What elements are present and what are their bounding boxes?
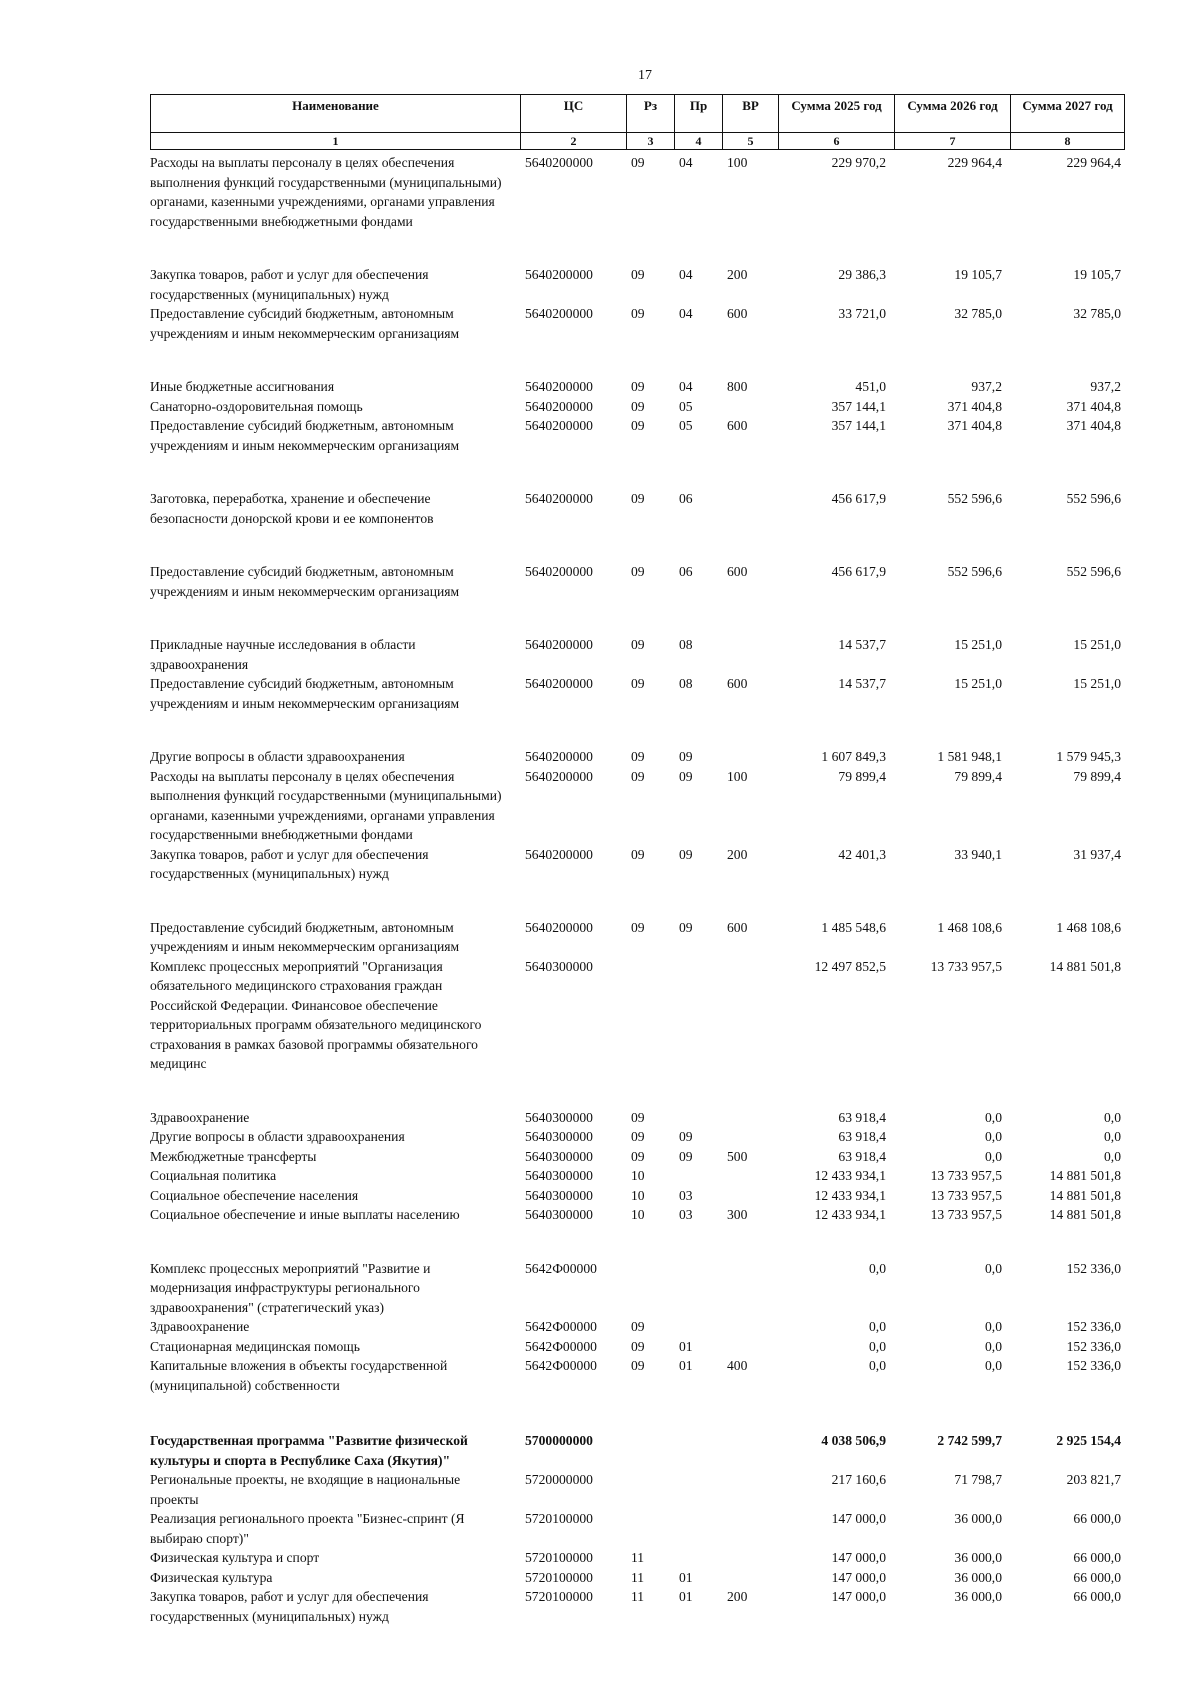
row-cs: 5640300000 [525, 1148, 593, 1164]
row-cs: 5640200000 [525, 491, 593, 506]
row-s2025: 357 144,1 [831, 418, 886, 433]
row-s2027: 14 881 501,8 [1049, 1168, 1121, 1183]
row-pr: 09 [679, 749, 693, 764]
row-name: Иные бюджетные ассигнования [150, 379, 335, 394]
row-s2025: 456 617,9 [831, 564, 886, 579]
table-row [150, 1548, 1124, 1568]
row-name: Закупка товаров, работ и услуг для обеспечения государственных (муниципальных) нужд [150, 846, 432, 881]
table-row [150, 1509, 1124, 1548]
table-row [150, 1108, 1124, 1128]
row-pr: 09 [679, 1148, 693, 1164]
row-s2025: 29 386,3 [838, 267, 886, 282]
row-s2027: 15 251,0 [1073, 637, 1121, 652]
row-s2027: 1 579 945,3 [1056, 749, 1121, 764]
row-cs: 5640200000 [525, 306, 593, 321]
row-s2025: 0,0 [869, 1319, 886, 1334]
row-s2025: 12 433 934,1 [814, 1207, 886, 1222]
row-cs: 5640300000 [525, 1187, 593, 1203]
row-name: Прикладные научные исследования в области здравоохранения [150, 637, 419, 672]
row-rz: 09 [631, 846, 645, 862]
row-cs: 5640200000 [525, 564, 593, 579]
row-vr: 500 [727, 1148, 748, 1164]
row-rz: 09 [631, 1148, 645, 1164]
row-s2027: 937,2 [1090, 379, 1121, 394]
row-rz: 09 [631, 1109, 645, 1125]
header-num-8: 8 [1011, 133, 1125, 150]
header-pr: Пр [675, 95, 723, 133]
row-pr: 06 [679, 564, 693, 579]
row-s2027: 79 899,4 [1073, 768, 1121, 784]
row-cs: 5720100000 [525, 1511, 593, 1526]
row-s2026: 13 733 957,5 [930, 1187, 1002, 1203]
row-cs: 5720000000 [525, 1472, 593, 1487]
row-name: Социальное обеспечение населения [150, 1187, 359, 1203]
row-cs: 5640300000 [525, 1207, 593, 1222]
row-vr: 100 [727, 768, 748, 784]
row-rz: 09 [631, 1319, 645, 1334]
row-s2027: 15 251,0 [1073, 676, 1121, 691]
table-row [150, 1431, 1124, 1470]
row-vr: 600 [727, 919, 748, 935]
header-num-4: 4 [675, 133, 723, 150]
row-s2027: 66 000,0 [1073, 1589, 1121, 1604]
row-rz: 09 [631, 768, 645, 784]
row-s2025: 12 433 934,1 [814, 1187, 886, 1203]
row-s2026: 0,0 [985, 1129, 1002, 1144]
row-s2025: 147 000,0 [831, 1589, 886, 1604]
row-s2025: 63 918,4 [838, 1109, 886, 1125]
row-rz: 09 [631, 379, 645, 394]
row-s2027: 371 404,8 [1066, 398, 1121, 414]
row-name: Комплекс процессных мероприятий "Развитие и модернизация инфраструктуры регионального здравоохранения" (стратегический указ) [150, 1260, 434, 1315]
row-pr: 05 [679, 398, 693, 414]
row-s2025: 357 144,1 [831, 398, 886, 414]
row-cs: 5640300000 [525, 958, 593, 974]
table-row [150, 1470, 1124, 1509]
row-s2026: 13 733 957,5 [930, 1207, 1002, 1222]
row-rz: 11 [631, 1550, 645, 1565]
row-name: Стационарная медицинская помощь [150, 1338, 360, 1354]
row-s2026: 371 404,8 [947, 398, 1002, 414]
row-s2025: 14 537,7 [838, 676, 886, 691]
row-s2025: 456 617,9 [831, 491, 886, 506]
header-sum-2026: Сумма 2026 год [895, 95, 1011, 133]
row-pr: 03 [679, 1207, 693, 1222]
row-s2025: 14 537,7 [838, 637, 886, 652]
row-s2025: 42 401,3 [838, 846, 886, 862]
row-s2025: 4 038 506,9 [821, 1433, 886, 1448]
row-s2025: 229 970,2 [831, 155, 886, 170]
row-vr: 600 [727, 306, 748, 321]
row-s2027: 152 336,0 [1066, 1358, 1121, 1373]
row-name: Физическая культура и спорт [150, 1550, 320, 1565]
row-name: Другие вопросы в области здравоохранения [150, 1129, 405, 1144]
row-s2026: 19 105,7 [954, 267, 1002, 282]
table-row [150, 304, 1124, 343]
row-cs: 5640200000 [525, 846, 593, 862]
row-s2025: 147 000,0 [831, 1550, 886, 1565]
row-name: Заготовка, переработка, хранение и обеспечение безопасности донорской крови и ее компонентов [150, 491, 434, 526]
row-s2026: 1 581 948,1 [937, 749, 1002, 764]
row-name: Физическая культура [150, 1569, 273, 1585]
row-s2026: 552 596,6 [947, 564, 1002, 579]
row-name: Санаторно-оздоровительная помощь [150, 398, 363, 414]
row-s2027: 14 881 501,8 [1049, 1187, 1121, 1203]
row-rz: 11 [631, 1569, 645, 1585]
row-s2026: 0,0 [985, 1338, 1002, 1354]
row-rz: 09 [631, 1338, 645, 1354]
row-s2027: 66 000,0 [1073, 1569, 1121, 1585]
row-cs: 5640300000 [525, 1129, 593, 1144]
row-s2025: 12 433 934,1 [814, 1168, 886, 1183]
row-rz: 11 [631, 1589, 645, 1604]
row-name: Социальное обеспечение и иные выплаты населению [150, 1207, 460, 1222]
row-cs: 5640200000 [525, 155, 593, 170]
row-s2026: 33 940,1 [954, 846, 1002, 862]
row-s2025: 33 721,0 [838, 306, 886, 321]
row-s2027: 19 105,7 [1073, 267, 1121, 282]
row-pr: 09 [679, 846, 693, 862]
row-s2026: 71 798,7 [954, 1472, 1002, 1487]
table-row [150, 1259, 1124, 1318]
row-pr: 09 [679, 919, 693, 935]
row-pr: 01 [679, 1569, 693, 1585]
page-number: 17 [638, 68, 652, 83]
header-num-6: 6 [779, 133, 895, 150]
row-pr: 04 [679, 267, 693, 282]
table-row [150, 1127, 1124, 1147]
row-cs: 5642Ф00000 [525, 1260, 597, 1276]
row-rz: 09 [631, 1358, 645, 1373]
row-rz: 09 [631, 398, 645, 414]
row-s2027: 0,0 [1104, 1109, 1121, 1125]
row-vr: 800 [727, 379, 748, 394]
row-pr: 05 [679, 418, 693, 433]
table-row [150, 1356, 1124, 1395]
row-name: Региональные проекты, не входящие в национальные проекты [150, 1472, 464, 1507]
row-s2026: 0,0 [985, 1148, 1002, 1164]
table-row [150, 489, 1124, 528]
table-row [150, 674, 1124, 713]
row-vr: 200 [727, 1589, 748, 1604]
row-cs: 5700000000 [525, 1433, 593, 1448]
row-s2026: 15 251,0 [954, 676, 1002, 691]
row-s2027: 31 937,4 [1073, 846, 1121, 862]
row-pr: 06 [679, 491, 693, 506]
table-row [150, 1568, 1124, 1588]
row-cs: 5640300000 [525, 1168, 593, 1183]
row-s2026: 0,0 [985, 1358, 1002, 1373]
table-row [150, 1147, 1124, 1167]
row-pr: 04 [679, 306, 693, 321]
header-name: Наименование [151, 95, 521, 133]
row-pr: 04 [679, 155, 693, 170]
row-vr: 600 [727, 564, 748, 579]
row-s2027: 1 468 108,6 [1056, 919, 1121, 935]
row-s2026: 15 251,0 [954, 637, 1002, 652]
row-name: Закупка товаров, работ и услуг для обеспечения государственных (муниципальных) нужд [150, 267, 432, 302]
table-row [150, 1587, 1124, 1626]
row-pr: 01 [679, 1338, 693, 1354]
row-s2025: 147 000,0 [831, 1511, 886, 1526]
row-name: Закупка товаров, работ и услуг для обеспечения государственных (муниципальных) нужд [150, 1589, 432, 1624]
row-pr: 08 [679, 676, 693, 691]
table-row [150, 1186, 1124, 1206]
row-s2026: 0,0 [985, 1260, 1002, 1276]
row-pr: 01 [679, 1589, 693, 1604]
row-s2027: 14 881 501,8 [1049, 958, 1121, 974]
row-s2025: 63 918,4 [838, 1148, 886, 1164]
row-pr: 03 [679, 1187, 693, 1203]
table-row [150, 635, 1124, 674]
row-s2027: 66 000,0 [1073, 1511, 1121, 1526]
header-sum-2025: Сумма 2025 год [779, 95, 895, 133]
row-s2026: 2 742 599,7 [937, 1433, 1002, 1448]
row-cs: 5640200000 [525, 768, 593, 784]
row-s2026: 36 000,0 [954, 1511, 1002, 1526]
row-rz: 09 [631, 564, 645, 579]
header-num-7: 7 [895, 133, 1011, 150]
table-row [150, 153, 1124, 231]
row-s2027: 14 881 501,8 [1049, 1207, 1121, 1222]
row-s2026: 371 404,8 [947, 418, 1002, 433]
row-name: Реализация регионального проекта "Бизнес-спринт (Я выбираю спорт)" [150, 1511, 469, 1546]
row-s2027: 0,0 [1104, 1148, 1121, 1164]
row-s2027: 203 821,7 [1066, 1472, 1121, 1487]
row-rz: 09 [631, 637, 645, 652]
header-cs: ЦС [521, 95, 627, 133]
row-cs: 5720100000 [525, 1589, 593, 1604]
row-name: Предоставление субсидий бюджетным, автономным учреждениям и иным некоммерческим организациям [150, 306, 460, 341]
row-vr: 400 [727, 1358, 748, 1373]
row-pr: 09 [679, 768, 693, 784]
table-row [150, 377, 1124, 397]
row-rz: 09 [631, 749, 645, 764]
row-pr: 04 [679, 379, 693, 394]
row-cs: 5642Ф00000 [525, 1319, 597, 1334]
row-s2025: 147 000,0 [831, 1569, 886, 1585]
header-num-3: 3 [627, 133, 675, 150]
row-name: Расходы на выплаты персоналу в целях обеспечения выполнения функций государственными (муниципальными) органами, казенными учреждениями, органами управления государственными внебюджетными фондами [150, 768, 505, 842]
row-s2027: 152 336,0 [1066, 1338, 1121, 1354]
row-pr: 01 [679, 1358, 693, 1373]
table-row [150, 397, 1124, 417]
header-num-1: 1 [151, 133, 521, 150]
row-s2027: 152 336,0 [1066, 1319, 1121, 1334]
row-s2025: 0,0 [869, 1358, 886, 1373]
table-row [150, 747, 1124, 767]
row-rz: 09 [631, 418, 645, 433]
row-s2027: 66 000,0 [1073, 1550, 1121, 1565]
row-name: Предоставление субсидий бюджетным, автономным учреждениям и иным некоммерческим организациям [150, 418, 460, 453]
row-cs: 5720100000 [525, 1569, 593, 1585]
row-rz: 09 [631, 155, 645, 170]
row-s2026: 32 785,0 [954, 306, 1002, 321]
row-cs: 5640200000 [525, 637, 593, 652]
table-row [150, 767, 1124, 845]
budget-rows [150, 153, 1124, 1626]
row-name: Предоставление субсидий бюджетным, автономным учреждениям и иным некоммерческим организациям [150, 676, 460, 711]
row-vr: 200 [727, 846, 748, 862]
row-s2026: 0,0 [985, 1319, 1002, 1334]
table-row [150, 845, 1124, 884]
row-name: Предоставление субсидий бюджетным, автономным учреждениям и иным некоммерческим организациям [150, 564, 460, 599]
row-s2026: 79 899,4 [954, 768, 1002, 784]
table-row [150, 416, 1124, 455]
row-name: Комплекс процессных мероприятий "Организация обязательного медицинского страхования граждан Российской Федерации. Финансовое обеспечение территориальных программ обязательного медицинского страхования в рамках базовой программы обязательного медицинс [150, 958, 485, 1071]
header-num-2: 2 [521, 133, 627, 150]
row-rz: 10 [631, 1187, 645, 1203]
table-row [150, 265, 1124, 304]
table-row [150, 918, 1124, 957]
row-s2027: 32 785,0 [1073, 306, 1121, 321]
header-rz: Рз [627, 95, 675, 133]
row-pr: 09 [679, 1129, 693, 1144]
row-s2025: 217 160,6 [831, 1472, 886, 1487]
row-s2025: 0,0 [869, 1338, 886, 1354]
row-cs: 5720100000 [525, 1550, 593, 1565]
row-name: Предоставление субсидий бюджетным, автономным учреждениям и иным некоммерческим организациям [150, 919, 460, 954]
row-cs: 5640200000 [525, 398, 593, 414]
row-rz: 09 [631, 676, 645, 691]
row-name: Государственная программа "Развитие физической культуры и спорта в Республике Саха (Якутия)" [150, 1433, 472, 1468]
row-s2026: 13 733 957,5 [930, 1168, 1002, 1183]
row-rz: 09 [631, 1129, 645, 1144]
table-header [150, 94, 1125, 150]
row-vr: 600 [727, 418, 748, 433]
row-s2026: 1 468 108,6 [937, 919, 1002, 935]
row-rz: 09 [631, 919, 645, 935]
row-s2026: 0,0 [985, 1109, 1002, 1125]
row-s2027: 371 404,8 [1066, 418, 1121, 433]
row-cs: 5642Ф00000 [525, 1358, 597, 1373]
header-num-5: 5 [723, 133, 779, 150]
row-s2025: 0,0 [869, 1260, 886, 1276]
row-vr: 600 [727, 676, 748, 691]
row-s2026: 36 000,0 [954, 1550, 1002, 1565]
row-s2027: 229 964,4 [1066, 155, 1121, 170]
table-row [150, 1337, 1124, 1357]
row-s2027: 2 925 154,4 [1056, 1433, 1121, 1448]
row-name: Здравоохранение [150, 1319, 250, 1334]
table-row [150, 957, 1124, 1074]
header-vr: ВР [723, 95, 779, 133]
row-cs: 5640300000 [525, 1109, 593, 1125]
row-s2027: 152 336,0 [1066, 1260, 1121, 1276]
row-s2026: 36 000,0 [954, 1589, 1002, 1604]
row-name: Капитальные вложения в объекты государственной (муниципальной) собственности [150, 1358, 451, 1393]
row-vr: 300 [727, 1207, 748, 1222]
row-s2026: 552 596,6 [947, 491, 1002, 506]
row-cs: 5640200000 [525, 749, 593, 764]
row-rz: 09 [631, 306, 645, 321]
table-row [150, 1205, 1124, 1225]
row-s2025: 1 607 849,3 [821, 749, 886, 764]
row-cs: 5640200000 [525, 379, 593, 394]
header-sum-2027: Сумма 2027 год [1011, 95, 1125, 133]
row-name: Социальная политика [150, 1168, 277, 1183]
row-s2027: 0,0 [1104, 1129, 1121, 1144]
table-row [150, 562, 1124, 601]
row-name: Расходы на выплаты персоналу в целях обеспечения выполнения функций государственными (муниципальными) органами, казенными учреждениями, органами управления государственными внебюджетными фондами [150, 155, 505, 229]
row-rz: 10 [631, 1168, 645, 1183]
row-cs: 5642Ф00000 [525, 1338, 597, 1354]
row-s2025: 12 497 852,5 [814, 958, 886, 974]
row-s2025: 63 918,4 [838, 1129, 886, 1144]
row-rz: 09 [631, 267, 645, 282]
row-s2025: 1 485 548,6 [821, 919, 886, 935]
row-s2026: 229 964,4 [947, 155, 1002, 170]
table-row [150, 1166, 1124, 1186]
row-vr: 200 [727, 267, 748, 282]
row-cs: 5640200000 [525, 267, 593, 282]
row-s2026: 36 000,0 [954, 1569, 1002, 1585]
row-s2027: 552 596,6 [1066, 491, 1121, 506]
row-cs: 5640200000 [525, 676, 593, 691]
row-s2025: 79 899,4 [838, 768, 886, 784]
row-rz: 09 [631, 491, 645, 506]
row-s2026: 13 733 957,5 [930, 958, 1002, 974]
row-vr: 100 [727, 155, 748, 170]
table-row [150, 1317, 1124, 1337]
row-s2025: 451,0 [855, 379, 886, 394]
row-s2026: 937,2 [971, 379, 1002, 394]
row-pr: 08 [679, 637, 693, 652]
row-name: Межбюджетные трансферты [150, 1148, 317, 1164]
row-s2027: 552 596,6 [1066, 564, 1121, 579]
row-cs: 5640200000 [525, 919, 593, 935]
row-name: Здравоохранение [150, 1109, 250, 1125]
row-rz: 10 [631, 1207, 645, 1222]
row-name: Другие вопросы в области здравоохранения [150, 749, 405, 764]
row-cs: 5640200000 [525, 418, 593, 433]
